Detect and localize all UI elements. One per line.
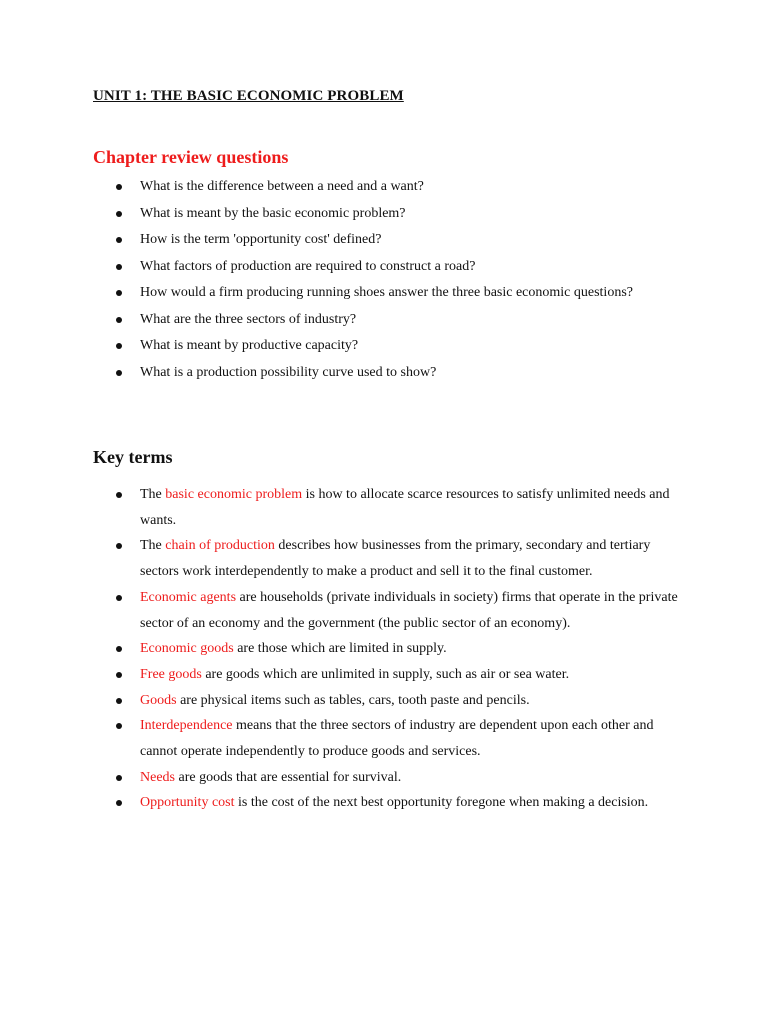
question-text: How would a firm producing running shoes answer the three basic economic questions? [140, 285, 633, 300]
term-definition: is how to allocate scarce resources to satisfy unlimited needs and wants. [140, 487, 670, 528]
bullet-icon [116, 237, 122, 243]
question-text: What is meant by the basic economic problem? [140, 205, 406, 221]
unit-title: UNIT 1: THE BASIC ECONOMIC PROBLEM [93, 88, 404, 104]
bullet-icon [116, 672, 122, 678]
bullet-icon [116, 698, 122, 704]
bullet-icon [116, 264, 122, 270]
review-question [0, 280, 768, 306]
review-question [0, 227, 768, 253]
bullet-icon [116, 800, 122, 806]
question-text: What is a production possibility curve used to show? [140, 364, 437, 380]
bullet-icon [116, 723, 122, 729]
term-name: Free goods [140, 666, 202, 682]
term-definition: are goods which are unlimited in supply, such as air or sea water. [201, 666, 570, 682]
question-text: What is meant by productive capacity? [140, 338, 359, 353]
term-name: Opportunity cost [140, 795, 235, 811]
review-question [0, 201, 768, 227]
term-definition: is the cost of the next best opportunity foregone when making a decision. [234, 795, 649, 811]
key-term-item [0, 636, 768, 662]
key-term-item [0, 688, 768, 714]
term-name: chain of production [165, 538, 275, 554]
term-name: basic economic problem [165, 487, 303, 502]
bullet-icon [116, 595, 122, 601]
question-text: What is the difference between a need and a want? [140, 179, 424, 194]
question-text: How is the term 'opportunity cost' defined? [140, 232, 382, 247]
review-questions-list [0, 174, 768, 386]
term-name: Goods [140, 692, 177, 708]
term-definition: are physical items such as tables, cars, tooth paste and pencils. [176, 692, 530, 708]
bullet-icon [116, 343, 122, 349]
chapter-review-heading: Chapter review questions [93, 147, 289, 167]
bullet-icon [116, 290, 122, 296]
term-name: Interdependence [140, 718, 233, 734]
bullet-icon [116, 492, 122, 498]
review-question [0, 254, 768, 280]
review-question [0, 174, 768, 200]
review-question [0, 333, 768, 359]
bullet-icon [116, 184, 122, 190]
bullet-icon [116, 775, 122, 781]
review-question [0, 360, 768, 386]
key-term-item [0, 790, 768, 816]
bullet-icon [116, 370, 122, 376]
key-terms-heading: Key terms [93, 447, 173, 467]
term-name: Economic goods [140, 641, 234, 657]
key-term-item [0, 662, 768, 688]
bullet-icon [116, 317, 122, 323]
key-term-item [0, 585, 768, 636]
term-name: Needs [140, 769, 175, 785]
bullet-icon [116, 646, 122, 652]
key-term-item [0, 533, 768, 584]
question-text: What are the three sectors of industry? [140, 311, 357, 327]
term-definition: means that the three sectors of industry are dependent upon each other and cannot operate independently to produce goods and services. [140, 718, 654, 760]
key-terms-list [0, 482, 768, 816]
key-term-item [0, 765, 768, 791]
term-definition: are goods that are essential for survival. [175, 769, 402, 785]
term-prefix: The [140, 538, 166, 554]
key-term-item [0, 713, 768, 764]
bullet-icon [116, 211, 122, 217]
term-definition: are those which are limited in supply. [233, 641, 447, 657]
key-term-item [0, 482, 768, 533]
question-text: What factors of production are required to construct a road? [140, 258, 476, 274]
term-definition: describes how businesses from the primary, secondary and tertiary sectors work interdependently to make a product and sell it to the final customer. [140, 538, 651, 580]
term-prefix: The [140, 487, 166, 502]
bullet-icon [116, 543, 122, 549]
term-name: Economic agents [140, 589, 237, 605]
term-definition: are households (private individuals in society) firms that operate in the private sector of an economy and the government (the public sector of an economy). [140, 589, 678, 631]
review-question [0, 307, 768, 333]
